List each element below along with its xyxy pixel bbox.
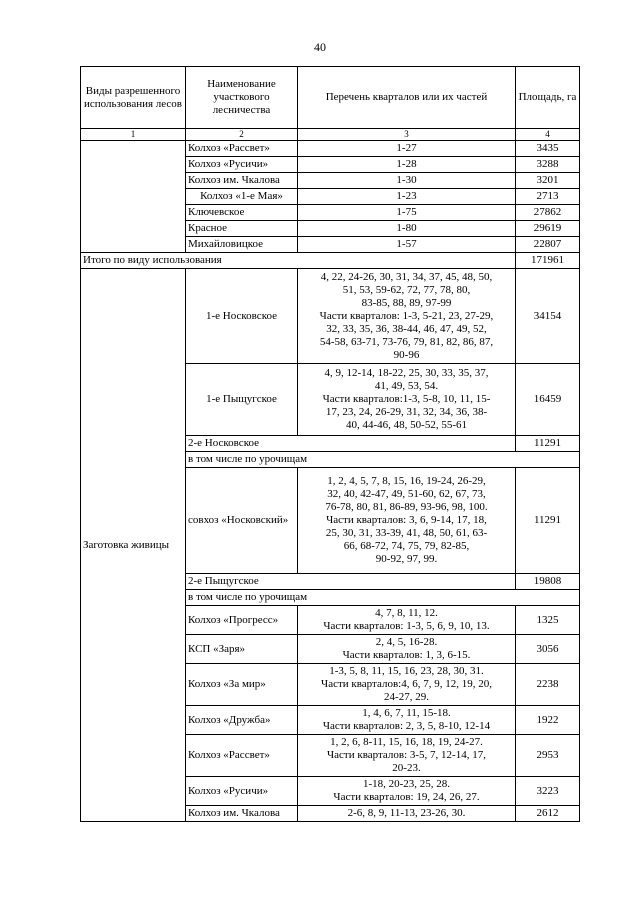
area-value: 1922 (516, 706, 580, 735)
quarters-list: 1-57 (298, 237, 516, 253)
forestry-name: Колхоз «Рассвет» (186, 735, 298, 777)
quarters-list: 2, 4, 5, 16-28. Части кварталов: 1, 3, 6-15. (298, 635, 516, 664)
quarters-list: 1, 4, 6, 7, 11, 15-18. Части кварталов: 2, 3, 5, 8-10, 12-14 (298, 706, 516, 735)
forestry-name: Колхоз «Прогресс» (186, 606, 298, 635)
area-value: 16459 (516, 364, 580, 436)
area-value: 1325 (516, 606, 580, 635)
area-value: 11291 (516, 468, 580, 574)
forestry-name: Красное (186, 221, 298, 237)
forestry-name: Колхоз им. Чкалова (186, 806, 298, 822)
area-value: 19808 (516, 574, 580, 590)
total-row (81, 253, 580, 269)
forestry-name: КСП «Заря» (186, 635, 298, 664)
forestry-name: Михайловицкое (186, 237, 298, 253)
total-area: 171961 (516, 253, 580, 269)
header-row (81, 67, 580, 129)
header-usage-type: Виды разрешенного использования лесов (81, 67, 186, 129)
page-number: 40 (314, 40, 326, 54)
quarters-list: 1-27 (298, 141, 516, 157)
quarters-list: 2-6, 8, 9, 11-13, 23-26, 30. (298, 806, 516, 822)
forestry-name: Колхоз «Дружба» (186, 706, 298, 735)
forestry-name: Ключевское (186, 205, 298, 221)
quarters-list: 1-28 (298, 157, 516, 173)
quarters-list: 1, 2, 4, 5, 7, 8, 15, 16, 19-24, 26-29, 32, 40, 42-47, 49, 51-60, 62, 67, 73, 76-78, 80, 81, 86-89, 93-96, 98, 100. Части кварталов: 3, 6, 9-14, 17, 18, 25, 30, 31, 33-39, 41, 48, 50, 61, 63- 66, 68-72, 74, 75, 79, 82-85, 90-92, 97, 99. (298, 468, 516, 574)
usage-type: Заготовка живицы (81, 269, 186, 822)
forest-quarters-table (80, 66, 580, 822)
forestry-name: 2-е Пыщугское (186, 574, 516, 590)
quarters-list: 1-18, 20-23, 25, 28. Части кварталов: 19, 24, 26, 27. (298, 777, 516, 806)
area-value: 3056 (516, 635, 580, 664)
table-row (81, 269, 580, 364)
header-forestry-name: Наименование участкового лесничества (186, 67, 298, 129)
forestry-name: Колхоз «Русичи» (186, 157, 298, 173)
area-value: 3288 (516, 157, 580, 173)
column-number: 4 (516, 129, 580, 141)
forestry-name: Колхоз «Русичи» (186, 777, 298, 806)
area-value: 22807 (516, 237, 580, 253)
usage-type-cell-empty (81, 141, 186, 253)
quarters-list: 1-23 (298, 189, 516, 205)
area-value: 2713 (516, 189, 580, 205)
column-number: 1 (81, 129, 186, 141)
forestry-name: Колхоз «Рассвет» (186, 141, 298, 157)
quarters-list: 4, 22, 24-26, 30, 31, 34, 37, 45, 48, 50, 51, 53, 59-62, 72, 77, 78, 80, 83-85, 88, 89, 97-99 Части кварталов: 1-3, 5-21, 23, 27-29, 32, 33, 35, 36, 38-44, 46, 47, 49, 52, 54-58, 63-71, 73-76, 79, 81, 82, 86, 87, 90-96 (298, 269, 516, 364)
quarters-list: 1-80 (298, 221, 516, 237)
area-value: 3201 (516, 173, 580, 189)
area-value: 2238 (516, 664, 580, 706)
area-value: 3223 (516, 777, 580, 806)
forestry-name: 1-е Пыщугское (186, 364, 298, 436)
table-row (81, 141, 580, 157)
area-value: 3435 (516, 141, 580, 157)
including-label: в том числе по урочищам (186, 590, 580, 606)
header-area: Площадь, га (516, 67, 580, 129)
forestry-name: Колхоз «1-е Мая» (186, 189, 298, 205)
quarters-list: 4, 7, 8, 11, 12. Части кварталов: 1-3, 5, 6, 9, 10, 13. (298, 606, 516, 635)
header-quarters-list: Перечень кварталов или их частей (298, 67, 516, 129)
forestry-name: Колхоз «За мир» (186, 664, 298, 706)
quarters-list: 1-3, 5, 8, 11, 15, 16, 23, 28, 30, 31. Части кварталов:4, 6, 7, 9, 12, 19, 20, 24-27, 29. (298, 664, 516, 706)
including-label: в том числе по урочищам (186, 452, 580, 468)
forestry-name: совхоз «Носковский» (186, 468, 298, 574)
area-value: 2612 (516, 806, 580, 822)
forestry-name: 1-е Носковское (186, 269, 298, 364)
total-label: Итого по виду использования (81, 253, 516, 269)
quarters-list: 1, 2, 6, 8-11, 15, 16, 18, 19, 24-27. Части кварталов: 3-5, 7, 12-14, 17, 20-23. (298, 735, 516, 777)
area-value: 29619 (516, 221, 580, 237)
quarters-list: 1-75 (298, 205, 516, 221)
area-value: 34154 (516, 269, 580, 364)
column-number: 2 (186, 129, 298, 141)
quarters-list: 1-30 (298, 173, 516, 189)
area-value: 2953 (516, 735, 580, 777)
column-number-row (81, 129, 580, 141)
quarters-list: 4, 9, 12-14, 18-22, 25, 30, 33, 35, 37, 41, 49, 53, 54. Части кварталов:1-3, 5-8, 10, 11, 15- 17, 23, 24, 26-29, 31, 32, 34, 36, 38- 40, 44-46, 48, 50-52, 55-61 (298, 364, 516, 436)
column-number: 3 (298, 129, 516, 141)
forestry-name: Колхоз им. Чкалова (186, 173, 298, 189)
area-value: 27862 (516, 205, 580, 221)
area-value: 11291 (516, 436, 580, 452)
forestry-name: 2-е Носковское (186, 436, 516, 452)
